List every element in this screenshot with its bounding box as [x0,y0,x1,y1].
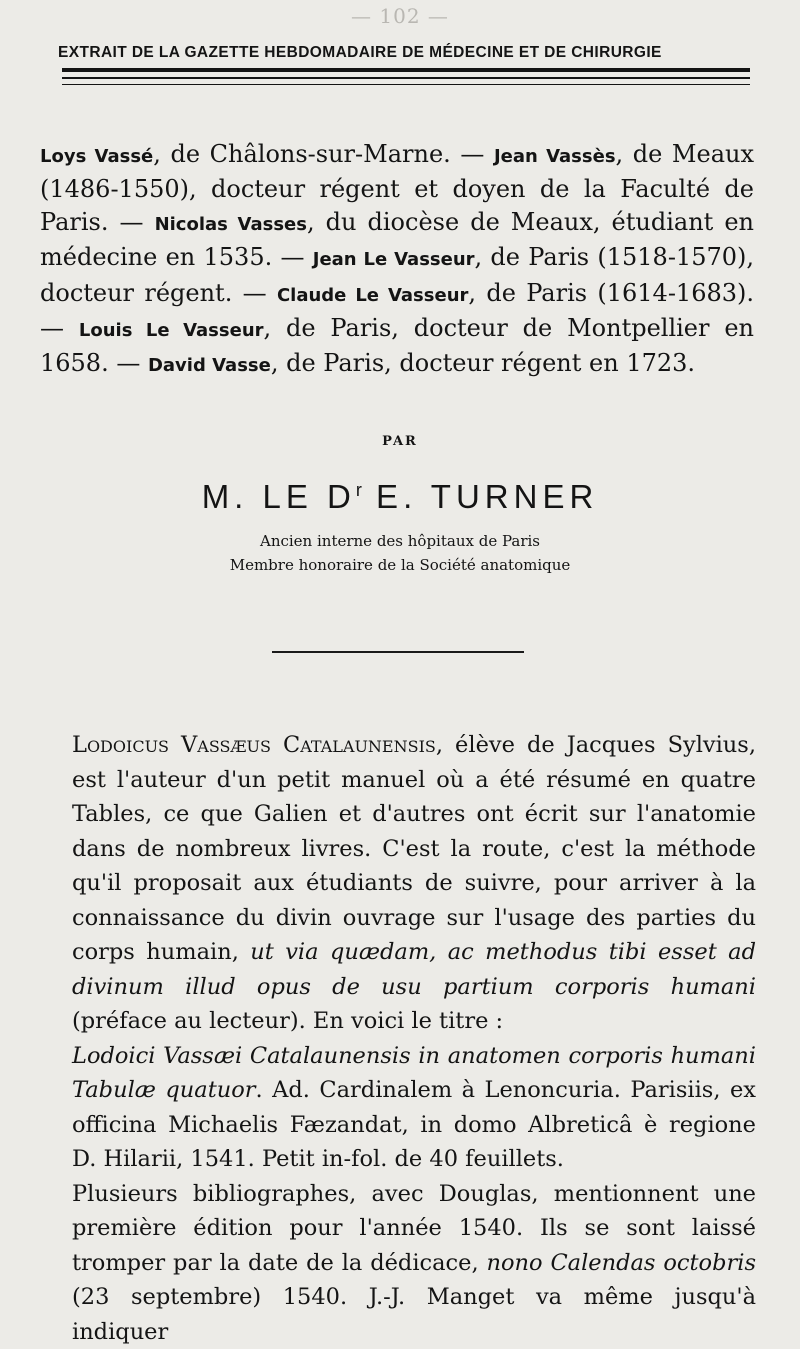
name-loys-vasse: Loys Vassé [40,146,153,167]
name-claude-le-vasseur: Claude Le Vasseur [277,285,468,306]
body-paragraph-1 [72,728,756,1039]
body-text: (préface au lecteur). En voici le titre : [72,1008,503,1034]
subject-name: Lodoicus Vassæus Catalaunensis [72,732,436,758]
body-text: , élève de Jacques Sylvius, est l'auteur d'un petit manuel où a été résumé en quatre Tables, ce que Galien et d'autres ont écrit sur l'anatomie dans de nombreux livres. C'est la route, c'est la méthode qu'il proposait aux étudiants de suivre, pour arriver à la connaissance du divin ouvrage sur l'usage des parties du corps humain, [72,732,756,965]
book-title: Lodoici Vassæi Catalaunensis in anatomen corporis humani Tabulæ quatuor [72,1043,756,1104]
affiliation-1: Ancien interne des hôpitaux de Paris [0,532,800,550]
article-body [72,728,756,1349]
author-name [0,478,800,516]
header-rule-thick [62,68,750,72]
names-text: , de Paris, docteur de Montpellier en 1658. — [40,314,754,377]
body-text: Plusieurs bibliographes, avec Douglas, mentionnent une première édition pour l'année 1540. Ils se sont laissé tromper par la date de la dédicace, [72,1181,756,1276]
names-text: , de Paris (1518-1570), docteur régent. — [40,243,754,306]
latin-date: nono Calendas octobris [487,1250,757,1276]
body-paragraph-2 [72,1039,756,1177]
latin-quote: ut via quædam, ac methodus tibi esset ad divinum illud opus de usu partium corporis humani [72,939,756,1000]
author-prefix: M. LE D [202,478,356,515]
names-paragraph [40,138,754,383]
names-text: , de Paris (1614-1683). — [40,279,754,342]
names-text: , de Paris, docteur régent en 1723. [271,349,695,377]
body-text: . Ad. Cardinalem à Lenoncuria. Parisiis, ex officina Michaelis Fæzandat, in domo Albreticâ è regione D. Hilarii, 1541. Petit in-fol. de 40 feuillets. [72,1077,756,1172]
name-jean-vasses: Jean Vassès [494,146,616,167]
name-louis-le-vasseur: Louis Le Vasseur [79,320,264,341]
names-text: , de Meaux (1486-1550), docteur régent et doyen de la Faculté de Paris. — [40,140,754,236]
byline-par: PAR [0,434,800,449]
body-text: (23 septembre) 1540. J.-J. Manget va même jusqu'à indiquer [72,1284,756,1345]
name-jean-le-vasseur: Jean Le Vasseur [313,249,475,270]
header-rule-medium [62,77,750,79]
header-rule-thin [62,84,750,85]
separator-rule [272,651,524,653]
names-text: , de Châlons-sur-Marne. — [153,140,494,168]
names-text: , du diocèse de Meaux, étudiant en médecine en 1535. — [40,208,754,271]
body-paragraph-3 [72,1177,756,1349]
name-david-vasse: David Vasse [148,355,271,376]
name-nicolas-vasses: Nicolas Vasses [155,214,307,235]
journal-header: EXTRAIT DE LA GAZETTE HEBDOMADAIRE DE MÉDECINE ET DE CHIRURGIE [58,44,748,62]
page-number: — 102 — [340,4,460,28]
affiliation-2: Membre honoraire de la Société anatomique [0,556,800,574]
author-surname: E. TURNER [362,478,598,515]
author-sup: r [356,480,362,500]
